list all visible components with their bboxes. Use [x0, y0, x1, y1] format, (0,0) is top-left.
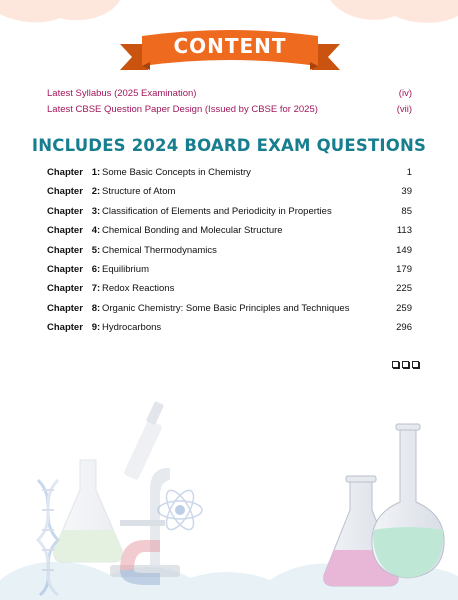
- section-heading: INCLUDES 2024 BOARD EXAM QUESTIONS: [31, 136, 427, 155]
- prelim-page: (iv): [398, 88, 412, 99]
- chapter-page: 113: [396, 225, 412, 237]
- chapter-word: Chapter: [47, 167, 83, 178]
- chapter-entry-7[interactable]: [47, 282, 412, 301]
- chapter-entry-2[interactable]: [47, 185, 412, 204]
- chapter-list: [47, 166, 412, 341]
- round-flask-icon: [372, 424, 444, 578]
- chapter-number: 6: [91, 263, 97, 275]
- chapter-word: Chapter: [47, 302, 83, 314]
- chapter-entry-8[interactable]: [47, 302, 412, 321]
- chapter-number: 2: [91, 186, 97, 198]
- chapter-page: 296: [396, 322, 412, 334]
- chapter-colon: :: [97, 322, 101, 334]
- chapter-number: 4: [91, 225, 97, 237]
- chapter-entry-5[interactable]: [47, 244, 412, 263]
- banner-title: CONTENT: [173, 34, 287, 58]
- chapter-title: Chemical Bonding and Molecular Structure: [102, 225, 283, 237]
- chapter-colon: :: [97, 225, 101, 237]
- chapter-page: 39: [401, 186, 412, 198]
- chapter-word: Chapter: [47, 263, 83, 275]
- chapter-title: Classification of Elements and Periodicity in Properties: [102, 205, 332, 217]
- chapter-word: Chapter: [47, 205, 83, 217]
- atom-icon: [158, 486, 202, 533]
- chapter-word: Chapter: [47, 186, 83, 198]
- chapter-page: 259: [396, 302, 412, 314]
- chapter-entry-1[interactable]: [47, 166, 412, 185]
- chapter-page: 149: [396, 244, 412, 256]
- chapter-title: Equilibrium: [102, 263, 149, 275]
- chapter-title: Some Basic Concepts in Chemistry: [102, 167, 251, 178]
- lab-illustration: [0, 380, 458, 600]
- chapter-colon: :: [97, 186, 101, 198]
- end-marks: [392, 361, 419, 368]
- chapter-title: Hydrocarbons: [102, 322, 162, 334]
- square-mark-icon: [392, 361, 399, 368]
- chapter-page: 1: [406, 167, 412, 178]
- faded-flask-icon: [54, 460, 123, 562]
- chapter-entry-9[interactable]: [47, 321, 412, 340]
- chapter-page: 225: [396, 283, 412, 295]
- chapter-number: 7: [91, 283, 97, 295]
- chapter-page: 179: [396, 263, 412, 275]
- chapter-title: Structure of Atom: [102, 186, 176, 198]
- chapter-word: Chapter: [47, 244, 83, 256]
- chapter-entry-6[interactable]: [47, 263, 412, 282]
- chapter-word: Chapter: [47, 283, 83, 295]
- chapter-colon: :: [97, 244, 101, 256]
- chapter-number: 3: [91, 205, 97, 217]
- chapter-colon: :: [97, 205, 101, 217]
- prelim-page: (vii): [396, 104, 412, 115]
- chapter-number: 1: [91, 167, 97, 178]
- chapter-word: Chapter: [47, 225, 83, 237]
- chapter-colon: :: [97, 302, 101, 314]
- chapter-number: 9: [91, 322, 97, 334]
- chapter-colon: :: [97, 283, 101, 295]
- chapter-entry-4[interactable]: [47, 224, 412, 243]
- chapter-colon: :: [97, 167, 101, 178]
- prelim-label: Latest CBSE Question Paper Design (Issued by CBSE for 2025): [47, 104, 318, 115]
- chapter-number: 8: [91, 302, 97, 314]
- square-mark-icon: [412, 361, 419, 368]
- chapter-number: 5: [91, 244, 97, 256]
- chapter-title: Chemical Thermodynamics: [102, 244, 217, 256]
- chapter-title: Organic Chemistry: Some Basic Principles and Techniques: [102, 302, 350, 314]
- chapter-title: Redox Reactions: [102, 283, 175, 295]
- chapter-page: 85: [401, 205, 412, 217]
- square-mark-icon: [402, 361, 409, 368]
- chapter-word: Chapter: [47, 322, 83, 334]
- prelim-label: Latest Syllabus (2025 Examination): [47, 88, 197, 99]
- chapter-colon: :: [97, 263, 101, 275]
- chapter-entry-3[interactable]: [47, 205, 412, 224]
